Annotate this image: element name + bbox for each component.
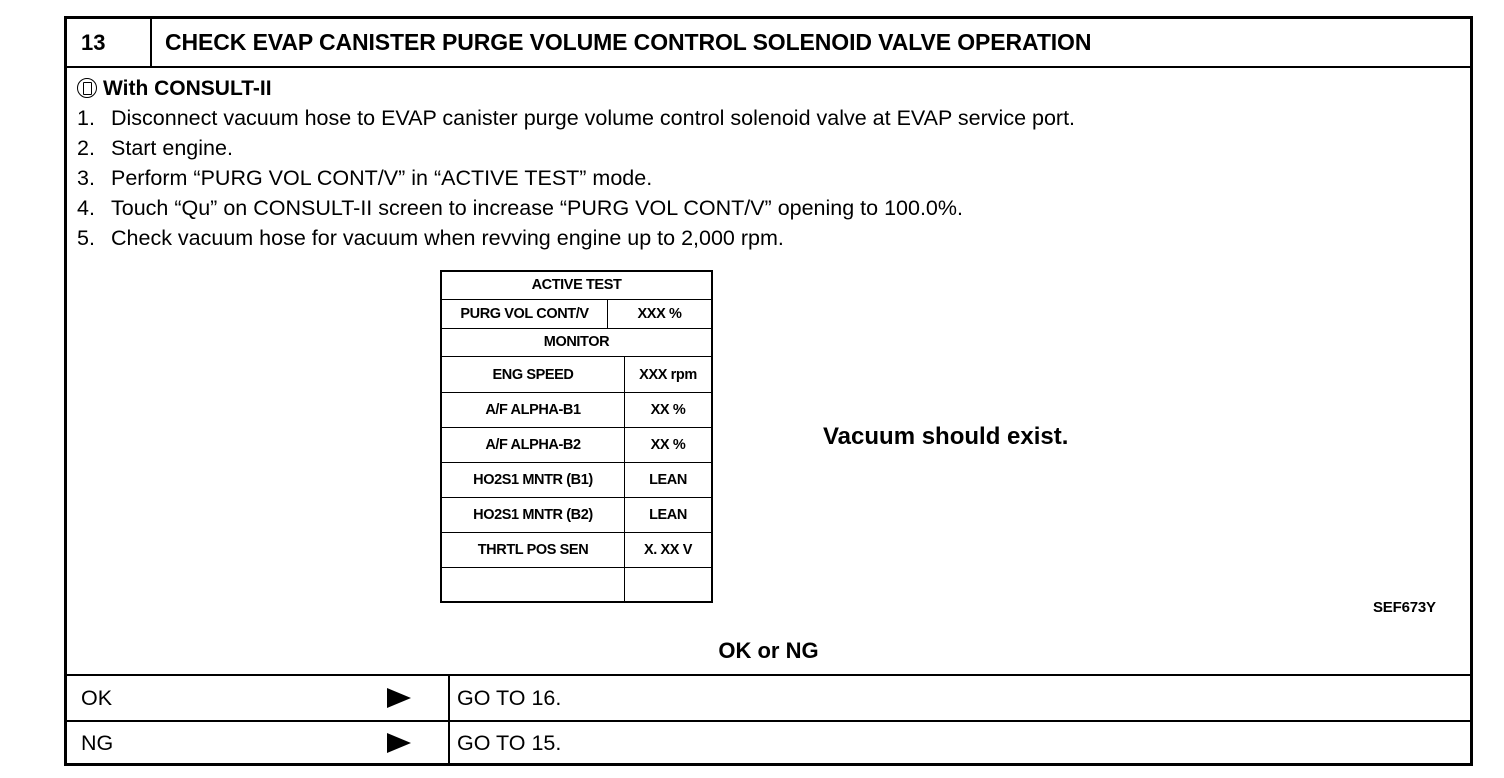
consult-heading <box>77 75 272 103</box>
monitor-label: THRTL POS SEN <box>442 533 625 567</box>
procedure-step <box>77 223 1075 253</box>
figure-code: SEF673Y <box>1373 599 1436 616</box>
step-text: Touch “Qu” on CONSULT-II screen to increase “PURG VOL CONT/V” opening to 100.0%. <box>111 196 963 220</box>
active-test-label: PURG VOL CONT/V <box>442 300 608 328</box>
procedure-step <box>77 193 1075 223</box>
monitor-value: X. XX V <box>644 542 692 558</box>
monitor-value: LEAN <box>649 472 687 488</box>
result-table <box>67 674 1470 765</box>
monitor-label <box>442 568 625 601</box>
diagnostic-procedure-box <box>64 16 1473 766</box>
monitor-value: XX % <box>650 437 686 453</box>
procedure-title: CHECK EVAP CANISTER PURGE VOLUME CONTROL SOLENOID VALVE OPERATION <box>165 29 1092 55</box>
procedure-step <box>77 163 1075 193</box>
arrow-right-icon <box>387 688 411 708</box>
step-num: 5. <box>77 226 95 250</box>
step-num: 1. <box>77 106 95 130</box>
monitor-row <box>442 428 711 463</box>
monitor-label: HO2S1 MNTR (B2) <box>442 498 625 532</box>
arrow-right-icon <box>387 733 411 753</box>
monitor-row <box>442 463 711 498</box>
procedure-header <box>67 19 1470 68</box>
monitor-label: A/F ALPHA-B1 <box>442 393 625 427</box>
monitor-value: XX % <box>650 402 686 418</box>
monitor-row <box>442 568 711 601</box>
procedure-steps <box>77 103 1075 253</box>
step-num: 3. <box>77 166 95 190</box>
monitor-label: HO2S1 MNTR (B1) <box>442 463 625 497</box>
result-row-ok <box>67 676 1470 722</box>
monitor-title: MONITOR <box>442 329 711 357</box>
step-text: Start engine. <box>111 136 233 160</box>
column-divider <box>448 721 450 765</box>
monitor-row <box>442 393 711 428</box>
result-note: Vacuum should exist. <box>823 423 1069 450</box>
active-test-row <box>442 300 711 329</box>
result-label: OK <box>81 686 113 710</box>
consult-tester-icon <box>77 78 97 98</box>
monitor-row <box>442 498 711 533</box>
step-num: 2. <box>77 136 95 160</box>
step-text: Perform “PURG VOL CONT/V” in “ACTIVE TEST” mode. <box>111 166 653 190</box>
result-row-ng <box>67 721 1470 765</box>
consult-heading-label: With CONSULT-II <box>103 77 272 100</box>
decision-label: OK or NG <box>718 638 819 663</box>
procedure-step <box>77 133 1075 163</box>
step-num: 4. <box>77 196 95 220</box>
monitor-label: ENG SPEED <box>442 357 625 392</box>
monitor-row <box>442 533 711 568</box>
step-number: 13 <box>67 19 152 66</box>
step-text: Disconnect vacuum hose to EVAP canister purge volume control solenoid valve at EVAP service port. <box>111 106 1076 130</box>
procedure-step <box>77 103 1075 133</box>
active-test-title: ACTIVE TEST <box>442 272 711 300</box>
result-action: GO TO 15. <box>457 731 562 755</box>
monitor-label: A/F ALPHA-B2 <box>442 428 625 462</box>
result-label: NG <box>81 731 114 755</box>
active-test-value: XXX % <box>637 306 682 322</box>
step-text: Check vacuum hose for vacuum when revving engine up to 2,000 rpm. <box>111 226 784 250</box>
column-divider <box>448 676 450 720</box>
result-action: GO TO 16. <box>457 686 562 710</box>
monitor-value: LEAN <box>649 507 687 523</box>
monitor-row <box>442 357 711 393</box>
monitor-value: XXX rpm <box>639 366 697 383</box>
consult-screen-table <box>440 270 713 603</box>
monitor-value <box>625 568 711 601</box>
